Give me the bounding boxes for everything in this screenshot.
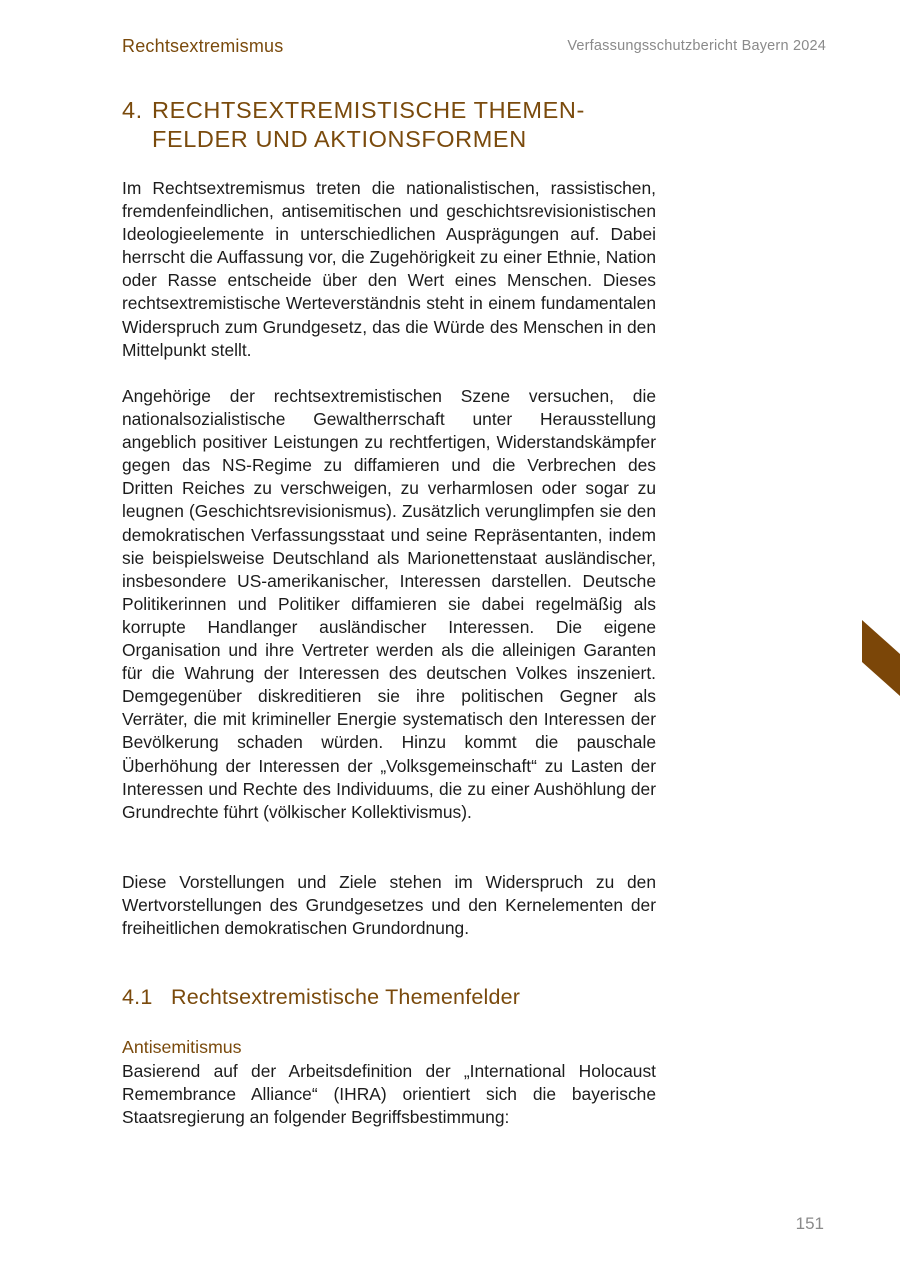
section-number: 4.1 <box>122 985 153 1009</box>
section-title-text: Rechtsextremistische Themenfelder <box>171 985 521 1009</box>
subsection-title: Antisemitismus <box>122 1037 242 1057</box>
section-title <box>122 985 520 1010</box>
paragraph-antisemitism: Basierend auf der Arbeitsdefinition der „International Holocaust Remembrance Alliance“ (IHRA) orientiert sich die bayerische Staatsregierung an folgender Begriffsbestimmung: <box>122 1061 656 1128</box>
page-number: 151 <box>795 1214 824 1233</box>
chapter-tab-marker <box>862 620 900 696</box>
chapter-number: 4. <box>122 97 143 123</box>
chapter-title-line1: RECHTSEXTREMISTISCHE THEMEN- <box>152 97 585 123</box>
paragraph-ideology: Angehörige der rechtsextremistischen Szene versuchen, die nationalsozialistische Gewaltherrschaft unter Herausstellung angeblich positiver Leistungen zu rechtfertigen, Widerstandskämpfer gegen das NS-Regime zu diffamieren und die Verbrechen des Dritten Reiches zu verschweigen, zu verharmlosen oder sogar zu leugnen (Geschichtsrevisionismus). Zusätzlich verunglimpfen sie den demokratischen Verfassungsstaat und seine Repräsentanten, indem sie beispielsweise Deutschland als Marionettenstaat ausländischer, insbesondere US-amerikanischer, Interessen darstellen. Deutsche Politikerinnen und Politiker diffamieren sie dabei regelmäßig als korrupte Handlanger ausländischer Interessen. Die eigene Organisation und ihre Vertreter werden als die alleinigen Garanten für die Wahrung der Interessen des deutschen Volkes inszeniert. Demgegenüber diskreditieren sie ihre politischen Gegner als Verräter, die mit krimineller Energie systematisch den Interessen der Bevölkerung schaden würden. Hinzu kommt die pauschale Überhöhung der Interessen der „Volksgemeinschaft“ zu Lasten der Interessen und Rechte des Individuums, die zu einer Aushöhlung der Grundrechte führt (völkischer Kollektivismus). <box>122 386 656 822</box>
running-header-section: Rechtsextremismus <box>122 36 284 56</box>
running-header-publication: Verfassungsschutzbericht Bayern 2024 <box>567 38 826 54</box>
paragraph-intro: Im Rechtsextremismus treten die nationalistischen, rassistischen, fremdenfeindlichen, antisemitischen und geschichtsrevisionistischen Ideologieelemente in unterschiedlichen Ausprägungen auf. Dabei herrscht die Auffassung vor, die Zugehörigkeit zu einer Ethnie, Nation oder Rasse entscheide über den Wert eines Menschen. Dieses rechtsextremistische Werteverständnis steht in einem fundamentalen Widerspruch zum Grundgesetz, das die Würde des Menschen in den Mittelpunkt stellt. <box>122 178 656 360</box>
chapter-title <box>122 96 662 154</box>
chapter-tab-shape <box>862 620 900 696</box>
paragraph-conclusion: Diese Vorstellungen und Ziele stehen im Widerspruch zu den Wertvorstellungen des Grundgesetzes und den Kernelementen der freiheitlichen demokratischen Grundordnung. <box>122 872 656 939</box>
chapter-title-line2: FELDER UND AKTIONSFORMEN <box>152 126 527 152</box>
